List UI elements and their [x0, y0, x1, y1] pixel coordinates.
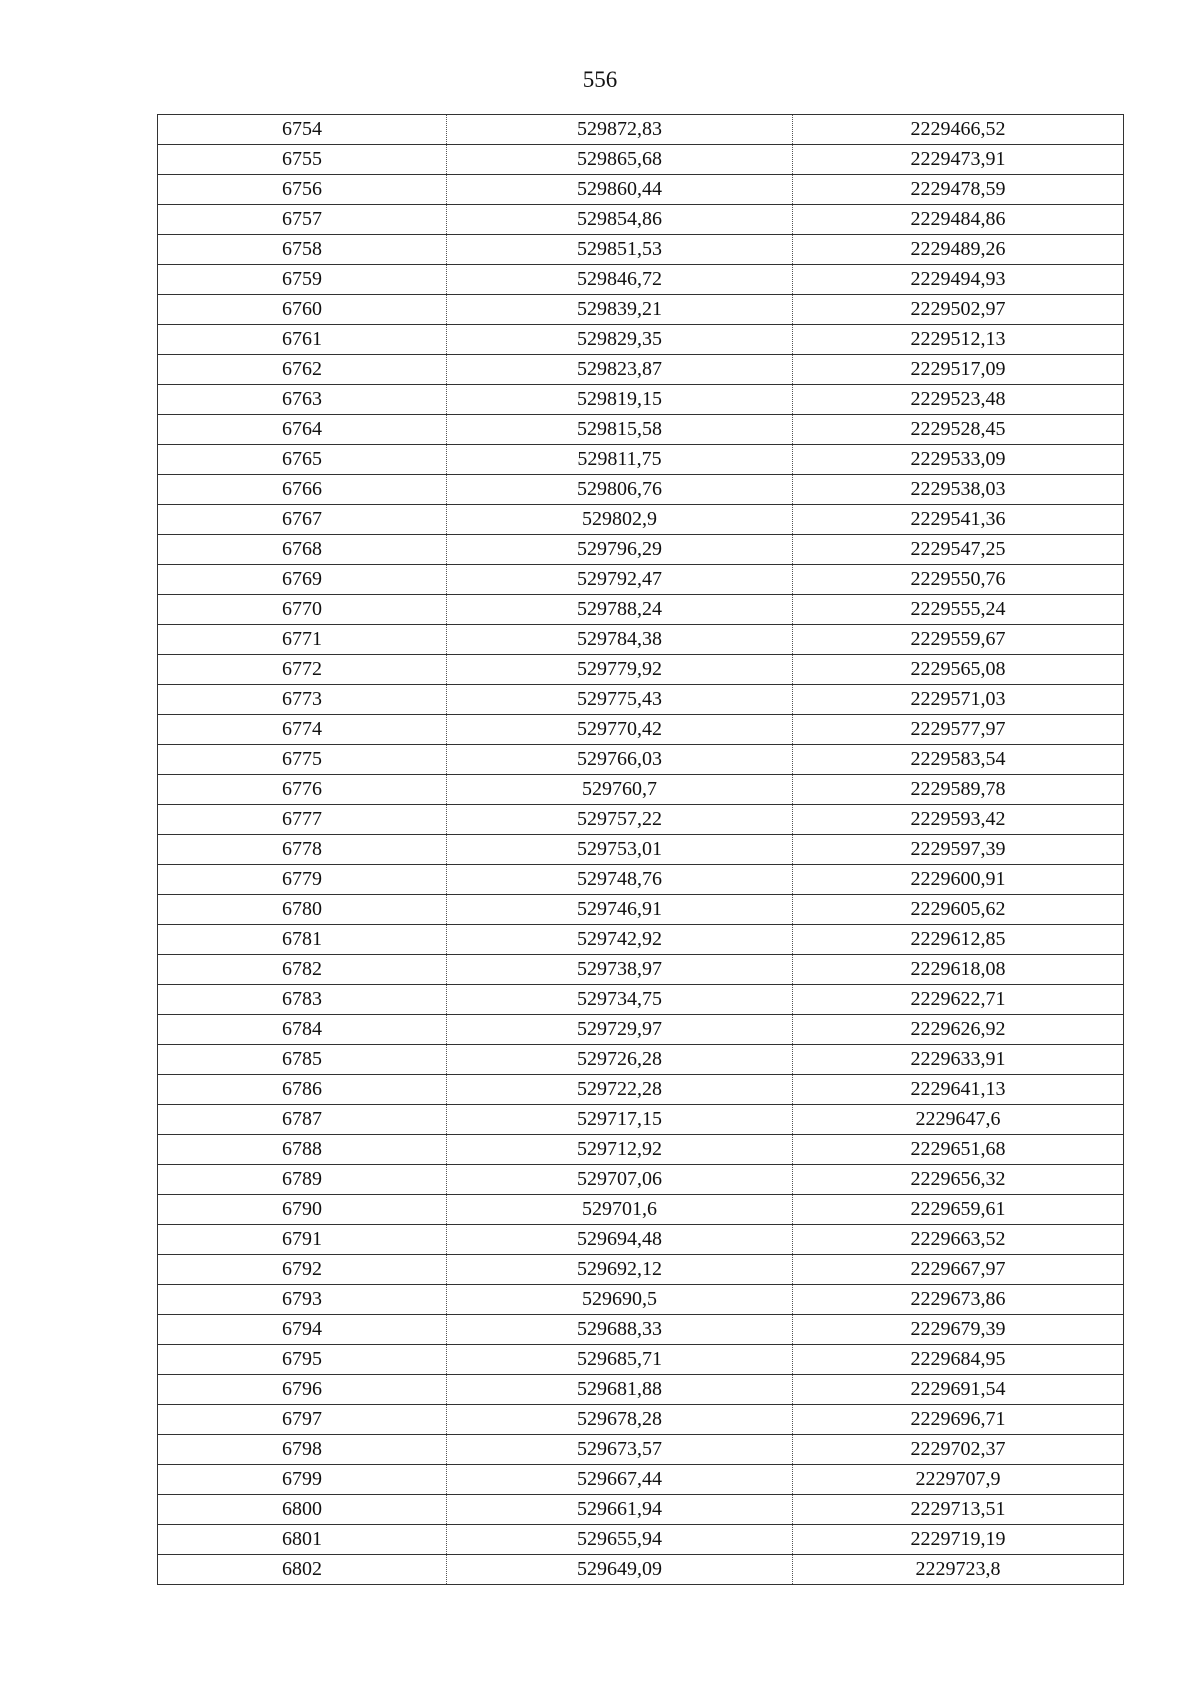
x-coordinate-cell: 529811,75 — [447, 445, 793, 475]
y-coordinate-cell: 2229533,09 — [793, 445, 1124, 475]
table-row — [158, 655, 1124, 685]
y-coordinate-cell: 2229663,52 — [793, 1225, 1124, 1255]
x-coordinate-cell: 529760,7 — [447, 775, 793, 805]
table-row — [158, 355, 1124, 385]
point-number-cell: 6791 — [158, 1225, 447, 1255]
x-coordinate-cell: 529681,88 — [447, 1375, 793, 1405]
x-coordinate-cell: 529746,91 — [447, 895, 793, 925]
point-number-cell: 6758 — [158, 235, 447, 265]
table-row — [158, 505, 1124, 535]
x-coordinate-cell: 529726,28 — [447, 1045, 793, 1075]
table-row — [158, 625, 1124, 655]
table-row — [158, 1225, 1124, 1255]
point-number-cell: 6801 — [158, 1525, 447, 1555]
table-row — [158, 925, 1124, 955]
x-coordinate-cell: 529685,71 — [447, 1345, 793, 1375]
point-number-cell: 6754 — [158, 115, 447, 145]
table-row — [158, 1315, 1124, 1345]
table-row — [158, 685, 1124, 715]
y-coordinate-cell: 2229651,68 — [793, 1135, 1124, 1165]
table-row — [158, 175, 1124, 205]
x-coordinate-cell: 529667,44 — [447, 1465, 793, 1495]
x-coordinate-cell: 529738,97 — [447, 955, 793, 985]
x-coordinate-cell: 529742,92 — [447, 925, 793, 955]
x-coordinate-cell: 529673,57 — [447, 1435, 793, 1465]
point-number-cell: 6799 — [158, 1465, 447, 1495]
x-coordinate-cell: 529788,24 — [447, 595, 793, 625]
table-row — [158, 1465, 1124, 1495]
y-coordinate-cell: 2229478,59 — [793, 175, 1124, 205]
x-coordinate-cell: 529655,94 — [447, 1525, 793, 1555]
point-number-cell: 6766 — [158, 475, 447, 505]
y-coordinate-cell: 2229647,6 — [793, 1105, 1124, 1135]
table-row — [158, 1375, 1124, 1405]
point-number-cell: 6757 — [158, 205, 447, 235]
y-coordinate-cell: 2229502,97 — [793, 295, 1124, 325]
point-number-cell: 6792 — [158, 1255, 447, 1285]
table-row — [158, 145, 1124, 175]
table-row — [158, 1195, 1124, 1225]
x-coordinate-cell: 529854,86 — [447, 205, 793, 235]
point-number-cell: 6794 — [158, 1315, 447, 1345]
y-coordinate-cell: 2229600,91 — [793, 865, 1124, 895]
point-number-cell: 6768 — [158, 535, 447, 565]
x-coordinate-cell: 529766,03 — [447, 745, 793, 775]
point-number-cell: 6759 — [158, 265, 447, 295]
y-coordinate-cell: 2229684,95 — [793, 1345, 1124, 1375]
x-coordinate-cell: 529819,15 — [447, 385, 793, 415]
point-number-cell: 6787 — [158, 1105, 447, 1135]
table-row — [158, 205, 1124, 235]
table-row — [158, 1105, 1124, 1135]
coordinates-table-body — [158, 115, 1124, 1585]
point-number-cell: 6770 — [158, 595, 447, 625]
x-coordinate-cell: 529712,92 — [447, 1135, 793, 1165]
y-coordinate-cell: 2229605,62 — [793, 895, 1124, 925]
point-number-cell: 6779 — [158, 865, 447, 895]
table-row — [158, 295, 1124, 325]
point-number-cell: 6777 — [158, 805, 447, 835]
point-number-cell: 6790 — [158, 1195, 447, 1225]
y-coordinate-cell: 2229673,86 — [793, 1285, 1124, 1315]
y-coordinate-cell: 2229523,48 — [793, 385, 1124, 415]
y-coordinate-cell: 2229597,39 — [793, 835, 1124, 865]
table-row — [158, 235, 1124, 265]
table-row — [158, 985, 1124, 1015]
y-coordinate-cell: 2229659,61 — [793, 1195, 1124, 1225]
point-number-cell: 6789 — [158, 1165, 447, 1195]
x-coordinate-cell: 529734,75 — [447, 985, 793, 1015]
point-number-cell: 6781 — [158, 925, 447, 955]
point-number-cell: 6775 — [158, 745, 447, 775]
table-row — [158, 415, 1124, 445]
x-coordinate-cell: 529806,76 — [447, 475, 793, 505]
table-row — [158, 955, 1124, 985]
y-coordinate-cell: 2229484,86 — [793, 205, 1124, 235]
table-row — [158, 1075, 1124, 1105]
point-number-cell: 6767 — [158, 505, 447, 535]
table-row — [158, 565, 1124, 595]
x-coordinate-cell: 529815,58 — [447, 415, 793, 445]
y-coordinate-cell: 2229713,51 — [793, 1495, 1124, 1525]
x-coordinate-cell: 529717,15 — [447, 1105, 793, 1135]
y-coordinate-cell: 2229577,97 — [793, 715, 1124, 745]
x-coordinate-cell: 529846,72 — [447, 265, 793, 295]
x-coordinate-cell: 529694,48 — [447, 1225, 793, 1255]
y-coordinate-cell: 2229641,13 — [793, 1075, 1124, 1105]
table-row — [158, 1255, 1124, 1285]
point-number-cell: 6774 — [158, 715, 447, 745]
x-coordinate-cell: 529872,83 — [447, 115, 793, 145]
x-coordinate-cell: 529839,21 — [447, 295, 793, 325]
table-row — [158, 1555, 1124, 1585]
point-number-cell: 6793 — [158, 1285, 447, 1315]
point-number-cell: 6764 — [158, 415, 447, 445]
page-number: 556 — [582, 67, 618, 92]
y-coordinate-cell: 2229517,09 — [793, 355, 1124, 385]
table-row — [158, 1165, 1124, 1195]
y-coordinate-cell: 2229679,39 — [793, 1315, 1124, 1345]
y-coordinate-cell: 2229696,71 — [793, 1405, 1124, 1435]
y-coordinate-cell: 2229719,19 — [793, 1525, 1124, 1555]
y-coordinate-cell: 2229494,93 — [793, 265, 1124, 295]
y-coordinate-cell: 2229583,54 — [793, 745, 1124, 775]
x-coordinate-cell: 529796,29 — [447, 535, 793, 565]
x-coordinate-cell: 529779,92 — [447, 655, 793, 685]
y-coordinate-cell: 2229626,92 — [793, 1015, 1124, 1045]
x-coordinate-cell: 529688,33 — [447, 1315, 793, 1345]
table-row — [158, 775, 1124, 805]
y-coordinate-cell: 2229565,08 — [793, 655, 1124, 685]
x-coordinate-cell: 529860,44 — [447, 175, 793, 205]
table-row — [158, 1525, 1124, 1555]
x-coordinate-cell: 529829,35 — [447, 325, 793, 355]
point-number-cell: 6785 — [158, 1045, 447, 1075]
table-row — [158, 1405, 1124, 1435]
table-row — [158, 535, 1124, 565]
x-coordinate-cell: 529678,28 — [447, 1405, 793, 1435]
y-coordinate-cell: 2229559,67 — [793, 625, 1124, 655]
x-coordinate-cell: 529802,9 — [447, 505, 793, 535]
point-number-cell: 6760 — [158, 295, 447, 325]
point-number-cell: 6802 — [158, 1555, 447, 1585]
y-coordinate-cell: 2229723,8 — [793, 1555, 1124, 1585]
table-row — [158, 475, 1124, 505]
table-row — [158, 445, 1124, 475]
y-coordinate-cell: 2229589,78 — [793, 775, 1124, 805]
y-coordinate-cell: 2229691,54 — [793, 1375, 1124, 1405]
point-number-cell: 6782 — [158, 955, 447, 985]
x-coordinate-cell: 529823,87 — [447, 355, 793, 385]
table-row — [158, 595, 1124, 625]
x-coordinate-cell: 529784,38 — [447, 625, 793, 655]
table-row — [158, 835, 1124, 865]
x-coordinate-cell: 529775,43 — [447, 685, 793, 715]
point-number-cell: 6786 — [158, 1075, 447, 1105]
y-coordinate-cell: 2229538,03 — [793, 475, 1124, 505]
x-coordinate-cell: 529865,68 — [447, 145, 793, 175]
table-row — [158, 1285, 1124, 1315]
x-coordinate-cell: 529757,22 — [447, 805, 793, 835]
table-row — [158, 865, 1124, 895]
point-number-cell: 6797 — [158, 1405, 447, 1435]
point-number-cell: 6769 — [158, 565, 447, 595]
y-coordinate-cell: 2229473,91 — [793, 145, 1124, 175]
x-coordinate-cell: 529851,53 — [447, 235, 793, 265]
x-coordinate-cell: 529748,76 — [447, 865, 793, 895]
point-number-cell: 6788 — [158, 1135, 447, 1165]
y-coordinate-cell: 2229555,24 — [793, 595, 1124, 625]
point-number-cell: 6780 — [158, 895, 447, 925]
y-coordinate-cell: 2229667,97 — [793, 1255, 1124, 1285]
point-number-cell: 6765 — [158, 445, 447, 475]
y-coordinate-cell: 2229550,76 — [793, 565, 1124, 595]
point-number-cell: 6763 — [158, 385, 447, 415]
x-coordinate-cell: 529690,5 — [447, 1285, 793, 1315]
table-row — [158, 1015, 1124, 1045]
x-coordinate-cell: 529792,47 — [447, 565, 793, 595]
y-coordinate-cell: 2229541,36 — [793, 505, 1124, 535]
point-number-cell: 6771 — [158, 625, 447, 655]
x-coordinate-cell: 529729,97 — [447, 1015, 793, 1045]
table-row — [158, 1045, 1124, 1075]
y-coordinate-cell: 2229618,08 — [793, 955, 1124, 985]
table-row — [158, 745, 1124, 775]
point-number-cell: 6762 — [158, 355, 447, 385]
point-number-cell: 6798 — [158, 1435, 447, 1465]
point-number-cell: 6795 — [158, 1345, 447, 1375]
x-coordinate-cell: 529707,06 — [447, 1165, 793, 1195]
table-row — [158, 1345, 1124, 1375]
point-number-cell: 6772 — [158, 655, 447, 685]
table-row — [158, 1435, 1124, 1465]
point-number-cell: 6755 — [158, 145, 447, 175]
y-coordinate-cell: 2229593,42 — [793, 805, 1124, 835]
y-coordinate-cell: 2229466,52 — [793, 115, 1124, 145]
point-number-cell: 6773 — [158, 685, 447, 715]
x-coordinate-cell: 529661,94 — [447, 1495, 793, 1525]
y-coordinate-cell: 2229707,9 — [793, 1465, 1124, 1495]
table-row — [158, 895, 1124, 925]
table-row — [158, 115, 1124, 145]
y-coordinate-cell: 2229633,91 — [793, 1045, 1124, 1075]
table-row — [158, 1135, 1124, 1165]
y-coordinate-cell: 2229571,03 — [793, 685, 1124, 715]
y-coordinate-cell: 2229656,32 — [793, 1165, 1124, 1195]
y-coordinate-cell: 2229612,85 — [793, 925, 1124, 955]
point-number-cell: 6776 — [158, 775, 447, 805]
table-row — [158, 805, 1124, 835]
x-coordinate-cell: 529753,01 — [447, 835, 793, 865]
y-coordinate-cell: 2229489,26 — [793, 235, 1124, 265]
table-row — [158, 715, 1124, 745]
point-number-cell: 6783 — [158, 985, 447, 1015]
coordinates-table — [157, 114, 1124, 1585]
table-row — [158, 325, 1124, 355]
point-number-cell: 6784 — [158, 1015, 447, 1045]
y-coordinate-cell: 2229622,71 — [793, 985, 1124, 1015]
table-row — [158, 385, 1124, 415]
point-number-cell: 6778 — [158, 835, 447, 865]
point-number-cell: 6756 — [158, 175, 447, 205]
x-coordinate-cell: 529649,09 — [447, 1555, 793, 1585]
y-coordinate-cell: 2229528,45 — [793, 415, 1124, 445]
table-row — [158, 1495, 1124, 1525]
table-row — [158, 265, 1124, 295]
x-coordinate-cell: 529722,28 — [447, 1075, 793, 1105]
point-number-cell: 6796 — [158, 1375, 447, 1405]
x-coordinate-cell: 529692,12 — [447, 1255, 793, 1285]
y-coordinate-cell: 2229702,37 — [793, 1435, 1124, 1465]
x-coordinate-cell: 529770,42 — [447, 715, 793, 745]
point-number-cell: 6800 — [158, 1495, 447, 1525]
x-coordinate-cell: 529701,6 — [447, 1195, 793, 1225]
y-coordinate-cell: 2229512,13 — [793, 325, 1124, 355]
y-coordinate-cell: 2229547,25 — [793, 535, 1124, 565]
point-number-cell: 6761 — [158, 325, 447, 355]
